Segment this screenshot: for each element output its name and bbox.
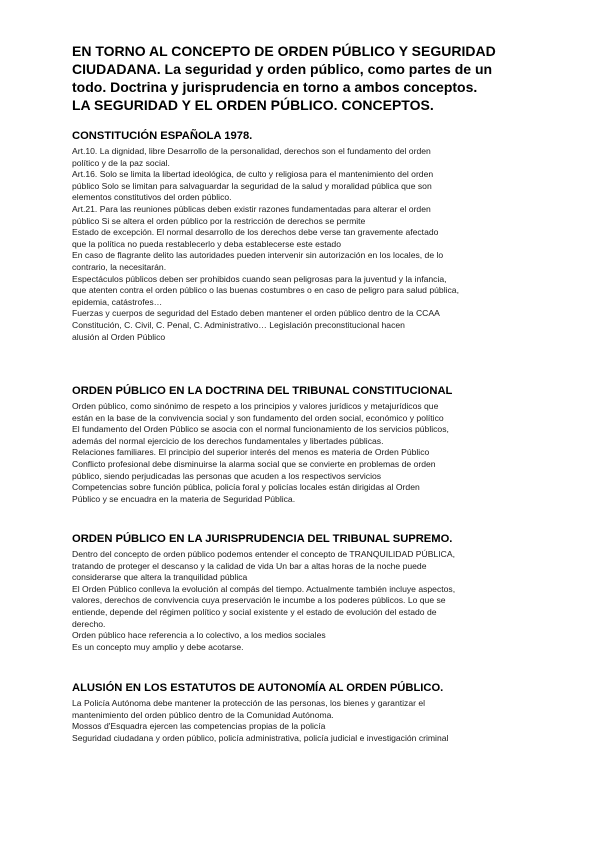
paragraph-line: público Si se altera el orden público por la restricción de derechos se permite [72,215,366,226]
section-tribunal-constitucional [72,384,532,505]
paragraph-line: considerarse que altera la tranquilidad pública [72,572,248,583]
paragraph-line: público, siendo perjudicadas las personas que acuden a los respectivos servicios [72,470,382,481]
paragraph-line: que atenten contra el orden público o las buenas costumbres o en caso de peligro para salud pública, [72,285,459,296]
paragraph-line: tratando de proteger el descanso y la calidad de vida Un bar a altas horas de la noche puede [72,560,427,571]
paragraph-line: Art.10. La dignidad, libre Desarrollo de la personalidad, derechos son el fundamento del orden [72,146,431,156]
paragraph-line: El fundamento del Orden Público se asocia con el normal funcionamiento de los servicios públicos, [72,424,449,435]
paragraph-line: derecho. [72,618,106,629]
title-line: EN TORNO AL CONCEPTO DE ORDEN PÚBLICO Y SEGURIDAD [72,43,496,59]
paragraph-line: Seguridad ciudadana y orden público, policía administrativa, policía judicial e investigación criminal [72,732,449,743]
paragraph-line: público Solo se limitan para salvaguardar la seguridad de la salud y moralidad pública que son [72,180,432,191]
section-heading: ALUSIÓN EN LOS ESTATUTOS DE AUTONOMÍA AL ORDEN PÚBLICO. [72,682,444,694]
document-title [72,42,542,114]
title-line: todo. Doctrina y jurisprudencia en torno a ambos conceptos. [72,79,478,95]
paragraph-line: mantenimiento del orden público dentro de la Comunidad Autónoma. [72,709,334,720]
paragraph-line: Fuerzas y cuerpos de seguridad del Estado deben mantener el orden público dentro de la CCAA [72,308,440,319]
paragraph-line: Es un concepto muy amplio y debe acotarse. [72,641,244,652]
paragraph-line: están en la base de la convivencia social y son fundamento del orden social, económico y político [72,412,444,423]
paragraph-line: epidemia, catástrofes… [72,296,163,307]
paragraph-line: político y de la paz social. [72,157,170,168]
paragraph-line: Relaciones familiares. El principio del superior interés del menos es materia de Orden Público [72,447,430,458]
section-constitucion [72,129,532,343]
paragraph-line: Público y se encuadra en la materia de Seguridad Pública. [72,493,296,504]
paragraph-line: Dentro del concepto de orden público podemos entender el concepto de TRANQUILIDAD PÚBLICA, [72,549,455,559]
paragraph-line: Conflicto profesional debe disminuirse la alarma social que se convierte en problemas de orden [72,458,436,469]
paragraph-line: Espectáculos públicos deben ser prohibidos cuando sean peligrosas para la juventud y la infancia, [72,273,447,284]
section-heading: ORDEN PÚBLICO EN LA DOCTRINA DEL TRIBUNAL CONSTITUCIONAL [72,385,453,397]
paragraph-line: Art.16. Solo se limita la libertad ideológica, de culto y religiosa para el mantenimiento del orden [72,169,434,180]
paragraph-line: entiende, depende del régimen político y social existente y el estado de evolución del estado de [72,606,437,617]
paragraph-line: además del normal ejercicio de los derechos fundamentales y libertades públicas. [72,435,384,446]
title-line: CIUDADANA. La seguridad y orden público, como partes de un [72,61,493,77]
title-line: LA SEGURIDAD Y EL ORDEN PÚBLICO. CONCEPTOS. [72,97,434,113]
paragraph-line: que la política no pueda restablecerlo y deba establecerse este estado [72,238,341,249]
section-heading: CONSTITUCIÓN ESPAÑOLA 1978. [72,130,253,142]
paragraph-line: valores, derechos de convivencia cuya preservación le incumbe a los poderes públicos. Lo que se [72,595,446,606]
paragraph-line: Estado de excepción. El normal desarrollo de los derechos debe verse tan gravemente afectado [72,227,439,238]
paragraph-line: Orden público, como sinónimo de respeto a los principios y valores jurídicos y metajurídicos que [72,401,439,411]
paragraph-line: Orden público hace referencia a lo colectivo, a los medios sociales [72,630,326,641]
paragraph-line: Art.21. Para las reuniones públicas deben existir razones fundamentadas para alterar el orden [72,203,431,214]
paragraph-line: Mossos d'Esquadra ejercen las competencias propias de la policía [72,721,326,732]
section-tribunal-supremo [72,532,532,653]
paragraph-line: Constitución, C. Civil, C. Penal, C. Administrativo… Legislación preconstitucional hacen [72,319,405,330]
paragraph-line: Competencias sobre función pública, policía foral y policías locales están dirigidas al Orden [72,482,420,493]
section-heading: ORDEN PÚBLICO EN LA JURISPRUDENCIA DEL TRIBUNAL SUPREMO. [72,533,453,545]
paragraph-line: contrario, la necesitarán. [72,261,167,272]
paragraph-line: elementos constitutivos del orden público. [72,192,232,203]
section-estatutos-autonomia [72,681,532,744]
paragraph-line: El Orden Público conlleva la evolución al compás del tiempo. Actualmente también incluye aspectos, [72,583,456,594]
paragraph-line: En caso de flagrante delito las autoridades pueden intervenir sin autorización en los locales, de lo [72,250,444,261]
paragraph-line: alusión al Orden Público [72,331,166,342]
paragraph-line: La Policía Autónoma debe mantener la protección de las personas, los bienes y garantizar el [72,698,426,708]
